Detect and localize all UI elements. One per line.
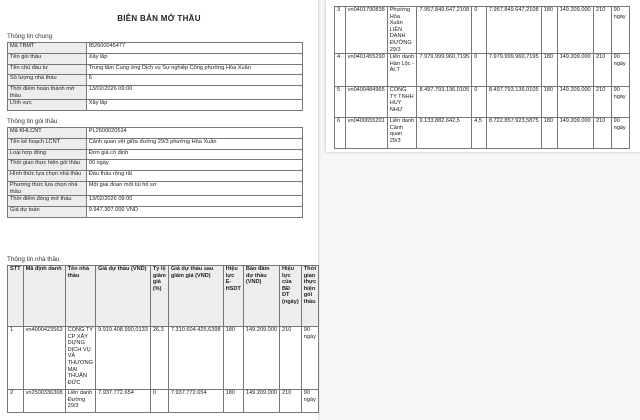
- bidders-table: [7, 265, 319, 413]
- plan-info-value: PL2600020534: [86, 128, 302, 139]
- table-row: [8, 327, 319, 390]
- general-info-label: Lĩnh vực: [8, 100, 87, 111]
- bidders-cell: 0: [150, 390, 168, 413]
- plan-info-label: Giá dự toán: [8, 206, 87, 217]
- bidders-cell: vn0401455290: [345, 54, 387, 87]
- bidders-cell: 210: [279, 327, 301, 390]
- bidders-cell: CÔNG TY TNHH HUY NHƯ: [387, 87, 417, 118]
- document-title: BIÊN BẢN MỞ THẦU: [117, 14, 201, 23]
- bidders-column-header: Thời gian thực hiện gói thầu: [301, 266, 318, 327]
- plan-info-row: [8, 149, 303, 160]
- bidders-column-header: Tỷ lệ giảm giá (%): [150, 266, 168, 327]
- general-info-label: Số lượng nhà thầu: [8, 75, 87, 86]
- plan-info-label: Loại hợp đồng: [8, 149, 87, 160]
- plan-info-value: Một giai đoạn một túi hồ sơ: [86, 181, 302, 195]
- table-row: [335, 118, 630, 149]
- bidders-cell: 26,3: [150, 327, 168, 390]
- plan-info-row: [8, 181, 303, 195]
- section-plan-heading: Thông tin gói thầu: [7, 118, 58, 125]
- bidders-cell: 90 ngày: [301, 390, 318, 413]
- bidders-cell: 90 ngày: [611, 54, 629, 87]
- plan-info-row: [8, 160, 303, 171]
- bidders-column-header: Giá dự thầu sau giảm giá (VND): [168, 266, 223, 327]
- general-info-value: Trung tâm Cung ứng Dịch vụ Sự nghiệp Công phường Hòa Xuân: [86, 64, 302, 75]
- plan-info-label: Phương thức lựa chọn nhà thầu: [8, 181, 87, 195]
- bidders-cell: Liên danh Cảnh quan 29/3: [387, 118, 417, 149]
- bidders-cell: 149.209.000: [243, 390, 279, 413]
- table-row: [8, 390, 319, 413]
- plan-info-label: Thời điểm đóng mở thầu: [8, 196, 87, 207]
- bidders-cell: 180: [541, 7, 557, 54]
- plan-info-label: Hình thức lựa chọn nhà thầu: [8, 171, 87, 182]
- bidders-cell: vn4000423563: [23, 327, 65, 390]
- bidders-cell: 180: [223, 327, 243, 390]
- document-page-1: [0, 0, 318, 420]
- bidders-cell: 210: [594, 54, 612, 87]
- bidders-cell: 7.979.999.960,7195: [486, 54, 541, 87]
- bidders-column-header: STT: [8, 266, 24, 327]
- table-row: [335, 7, 630, 54]
- plan-info-label: Tên kế hoạch LCNT: [8, 138, 87, 149]
- bidders-cell: 7.937.772.654: [96, 390, 151, 413]
- bidders-cell: 149.209.000: [557, 54, 593, 87]
- bidders-cell: 8.722.857.923,5875: [486, 118, 541, 149]
- general-info-row: [8, 75, 303, 86]
- bidders-cell: 5: [335, 87, 346, 118]
- general-info-label: Tên chủ đầu tư: [8, 64, 87, 75]
- bidders-cell: 90 ngày: [611, 87, 629, 118]
- bidders-cell: 9.133.882.642,5: [417, 118, 472, 149]
- plan-info-row: [8, 138, 303, 149]
- bidders-cell: 0: [472, 54, 487, 87]
- bidders-column-header: Bảo đảm dự thầu (VND): [243, 266, 279, 327]
- general-info-value: IB2600045477: [86, 43, 302, 54]
- section-general-heading: Thông tin chung: [7, 33, 53, 40]
- bidders-column-header: Tên nhà thầu: [65, 266, 95, 327]
- bidders-cell: 0: [472, 7, 487, 54]
- bidders-cell: 4,5: [472, 118, 487, 149]
- table-row: [335, 87, 630, 118]
- bidders-cell: 2: [8, 390, 24, 413]
- bidders-cell: 149.209.000: [557, 118, 593, 149]
- table-row: [335, 54, 630, 87]
- bidders-cell: 149.209.000: [557, 87, 593, 118]
- bidders-column-header: Mã định danh: [23, 266, 65, 327]
- bidders-cell: Phường Hòa Xuân LIÊN DANH ĐƯỜNG 29/3: [387, 7, 417, 54]
- bidders-cell: 8.497.793.136,0105: [417, 87, 472, 118]
- bidders-column-header: Hiệu lực của BĐ DT (ngày): [279, 266, 301, 327]
- plan-info-value: Đấu thầu rộng rãi: [86, 171, 302, 182]
- bidders-cell: 3: [335, 7, 346, 54]
- bidders-cell: vn0400655201: [345, 118, 387, 149]
- plan-info-row: [8, 171, 303, 182]
- bidders-cell: 7.957.849.647,2108: [486, 7, 541, 54]
- general-info-row: [8, 64, 303, 75]
- general-info-row: [8, 100, 303, 111]
- plan-info-table: [7, 127, 303, 218]
- plan-info-row: [8, 206, 303, 217]
- plan-info-value: 13/02/2026 09:00: [86, 196, 302, 207]
- general-info-row: [8, 86, 303, 100]
- document-page-2: [326, 0, 640, 152]
- bidders-cell: 180: [541, 54, 557, 87]
- bidders-cell: 180: [223, 390, 243, 413]
- general-info-row: [8, 43, 303, 54]
- general-info-table: [7, 42, 303, 111]
- plan-info-value: 90 ngày: [86, 160, 302, 171]
- general-info-value: Xây lắp: [86, 100, 302, 111]
- bidders-cell: 0: [472, 87, 487, 118]
- general-info-value: 6: [86, 75, 302, 86]
- bidders-cell: 149.209.000: [557, 7, 593, 54]
- bidders-cell: 90 ngày: [301, 327, 318, 390]
- plan-info-label: Thời gian thực hiện gói thầu: [8, 160, 87, 171]
- bidders-cell: 90 ngày: [611, 118, 629, 149]
- bidders-cell: 210: [594, 7, 612, 54]
- plan-info-value: 9.947.307.000 VND: [86, 206, 302, 217]
- bidders-cell: vn2500336308: [23, 390, 65, 413]
- plan-info-value: Cảnh quan vệt giữa đường 29/3 phường Hòa Xuân: [86, 138, 302, 149]
- general-info-row: [8, 53, 303, 64]
- general-info-value: 13/02/2026 09:00: [86, 86, 302, 100]
- bidders-cell: CÔNG TY CP XÂY DỰNG DỊCH VỤ VÀ THƯƠNG MẠI THUẬN ĐỨC: [65, 327, 95, 390]
- general-info-label: Thời điểm hoàn thành mở thầu: [8, 86, 87, 100]
- plan-info-label: Mã KHLCNT: [8, 128, 87, 139]
- general-info-label: Tên gói thầu: [8, 53, 87, 64]
- bidders-cell: 6: [335, 118, 346, 149]
- section-bidders-heading: Thông tin nhà thầu: [7, 256, 60, 263]
- bidders-cell: 7.310.604.425,6398: [168, 327, 223, 390]
- general-info-label: Mã TBMT: [8, 43, 87, 54]
- bidders-cell: 210: [594, 87, 612, 118]
- general-info-value: Xây lắp: [86, 53, 302, 64]
- bidders-table-continued: [334, 6, 630, 149]
- plan-info-value: Đơn giá cố định: [86, 149, 302, 160]
- bidders-cell: vn0401790838: [345, 7, 387, 54]
- plan-info-row: [8, 196, 303, 207]
- bidders-cell: 180: [541, 118, 557, 149]
- bidders-cell: 90 ngày: [611, 7, 629, 54]
- bidders-cell: 7.937.772.654: [168, 390, 223, 413]
- bidders-cell: 7.979.999.960,7195: [417, 54, 472, 87]
- bidders-cell: vn0400484965: [345, 87, 387, 118]
- bidders-cell: 9.919.408.990,0133: [96, 327, 151, 390]
- bidders-column-header: Hiệu lực E-HSDT: [223, 266, 243, 327]
- bidders-cell: Liên danh Hàn Lộc - At.T: [387, 54, 417, 87]
- bidders-cell: 149.209.000: [243, 327, 279, 390]
- bidders-cell: 210: [594, 118, 612, 149]
- bidders-cell: 180: [541, 87, 557, 118]
- bidders-cell: 1: [8, 327, 24, 390]
- bidders-cell: 7.957.849.647,2108: [417, 7, 472, 54]
- bidders-cell: 210: [279, 390, 301, 413]
- bidders-cell: 4: [335, 54, 346, 87]
- plan-info-row: [8, 128, 303, 139]
- bidders-cell: 8.497.793.136,0105: [486, 87, 541, 118]
- bidders-cell: Liên danh Đường 29/3: [65, 390, 95, 413]
- bidders-column-header: Giá dự thầu (VND): [96, 266, 151, 327]
